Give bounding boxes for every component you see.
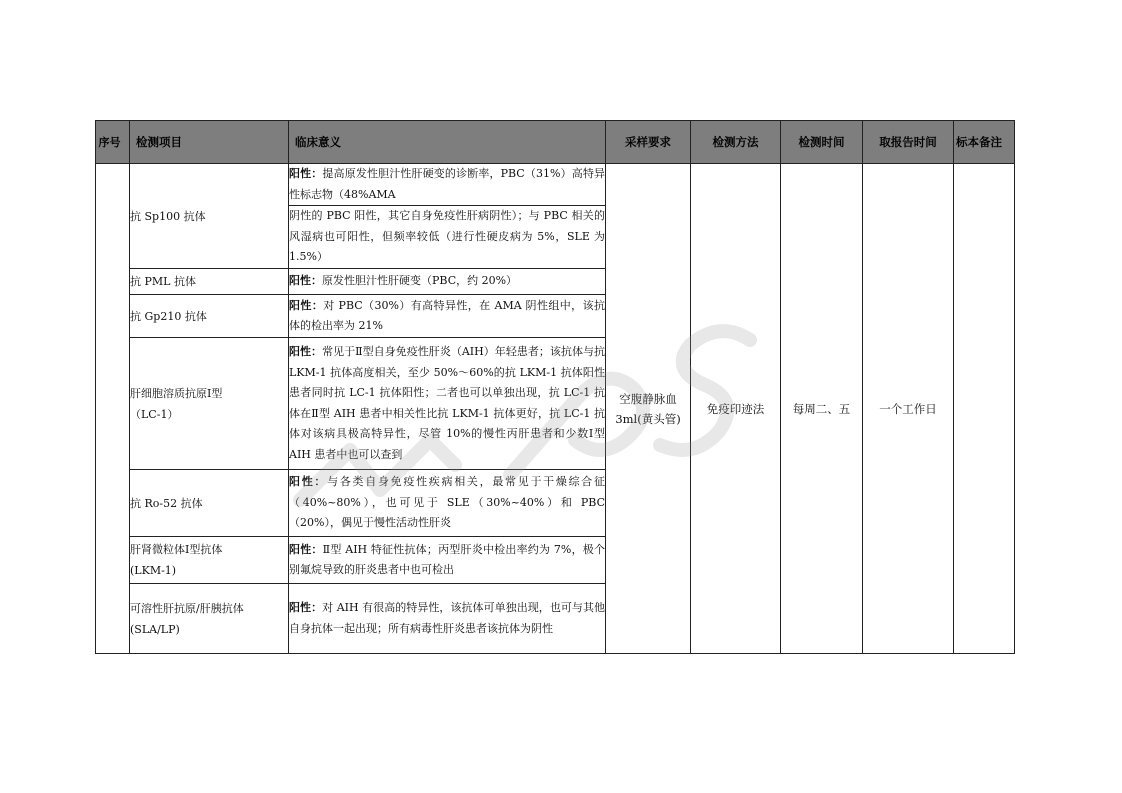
positive-label: 阳性：: [289, 601, 323, 614]
clinical-text: 与各类自身免疫性疾病相关，最常见于干燥综合征（40%~80%），也可见于 SLE（30%~40%）和 PBC（20%），偶见于慢性活动性肝炎: [289, 475, 605, 530]
clinical-cell: [289, 470, 606, 537]
positive-label: 阳性：: [289, 475, 328, 489]
item-line2: (LKM-1): [130, 564, 177, 577]
header-sampling: 采样要求: [606, 121, 691, 164]
header-time: 检测时间: [781, 121, 863, 164]
clinical-text: 常见于Ⅱ型自身免疫性肝炎（AIH）年轻患者；该抗体与抗 LKM-1 抗体高度相关，至少 50%～60%的抗 LKM-1 抗体阳性患者同时抗 LC-1 抗体阳性；二者也可以单独出现，抗 LC-1 抗体在Ⅱ型 AIH 患者中相关性比抗 LKM-1 抗体更好，抗 LC-1 抗体对该病具极高特异性，尽管 10%的慢性丙肝患者和少数Ⅰ型 AIH 患者中也可以查到: [289, 345, 606, 461]
clinical-text: Ⅱ型 AIH 特征性抗体；丙型肝炎中检出率约为 7%，极个别氟烷导致的肝炎患者中也可检出: [289, 542, 605, 576]
item-cell: 抗 PML 抗体: [130, 269, 289, 295]
sampling-line1: 空腹静脉血: [619, 391, 677, 406]
table-row: [96, 164, 1015, 206]
clinical-cell: [289, 164, 606, 206]
positive-label: 阳性：: [289, 542, 323, 556]
clinical-cell: [289, 295, 606, 338]
item-cell: 抗 Sp100 抗体: [130, 164, 289, 269]
test-items-table: [95, 120, 1015, 654]
positive-label: 阳性：: [289, 274, 322, 288]
clinical-text: 提高原发性胆汁性肝硬变的诊断率，PBC（31%）高特异性标志物（48%AMA: [289, 167, 605, 201]
header-clinical: 临床意义: [289, 121, 606, 164]
header-row: [96, 121, 1015, 164]
item-line1: 肝细胞溶质抗原Ⅰ型: [130, 386, 223, 400]
clinical-cell: 阴性的 PBC 阳性，其它自身免疫性肝病阴性）；与 PBC 相关的风湿病也可阳性，但频率较低（进行性硬皮病为 5%，SLE 为 1.5%）: [289, 206, 606, 269]
header-item: 检测项目: [130, 121, 289, 164]
item-cell: [130, 537, 289, 584]
clinical-text: 对 PBC（30%）有高特异性，在 AMA 阴性组中，该抗体的检出率为 21%: [289, 298, 606, 332]
item-cell: [130, 338, 289, 470]
sampling-line2: 3ml(黄头管): [615, 411, 681, 426]
clinical-cell: [289, 269, 606, 295]
clinical-cell: [289, 338, 606, 470]
clinical-cell: [289, 537, 606, 584]
report-cell: 一个工作日: [863, 164, 954, 654]
positive-label: 阳性：: [289, 298, 324, 312]
item-cell: 抗 Gp210 抗体: [130, 295, 289, 338]
sampling-cell: [606, 164, 691, 654]
clinical-text: 原发性胆汁性肝硬变（PBC，约 20%）: [322, 274, 518, 288]
method-cell: 免疫印迹法: [691, 164, 781, 654]
clinical-text: 对 AIH 有很高的特异性，该抗体可单独出现，也可与其他自身抗体一起出现；所有病毒性肝炎患者该抗体为阴性: [289, 601, 605, 635]
note-cell: [954, 164, 1015, 654]
header-note: 标本备注: [954, 121, 1015, 164]
header-report: 取报告时间: [863, 121, 954, 164]
seq-cell: [96, 164, 130, 654]
positive-label: 阳性：: [289, 167, 323, 180]
time-cell: 每周二、五: [781, 164, 863, 654]
positive-label: 阳性：: [289, 345, 323, 358]
item-line2: （LC-1）: [130, 407, 179, 421]
item-cell: [130, 584, 289, 654]
header-method: 检测方法: [691, 121, 781, 164]
header-seq: 序号: [96, 121, 130, 164]
item-line2: (SLA/LP): [130, 622, 180, 636]
item-line1: 可溶性肝抗原/肝胰抗体: [130, 601, 244, 615]
item-cell: 抗 Ro-52 抗体: [130, 470, 289, 537]
item-line1: 肝肾微粒体Ⅰ型抗体: [130, 543, 223, 556]
clinical-cell: [289, 584, 606, 654]
